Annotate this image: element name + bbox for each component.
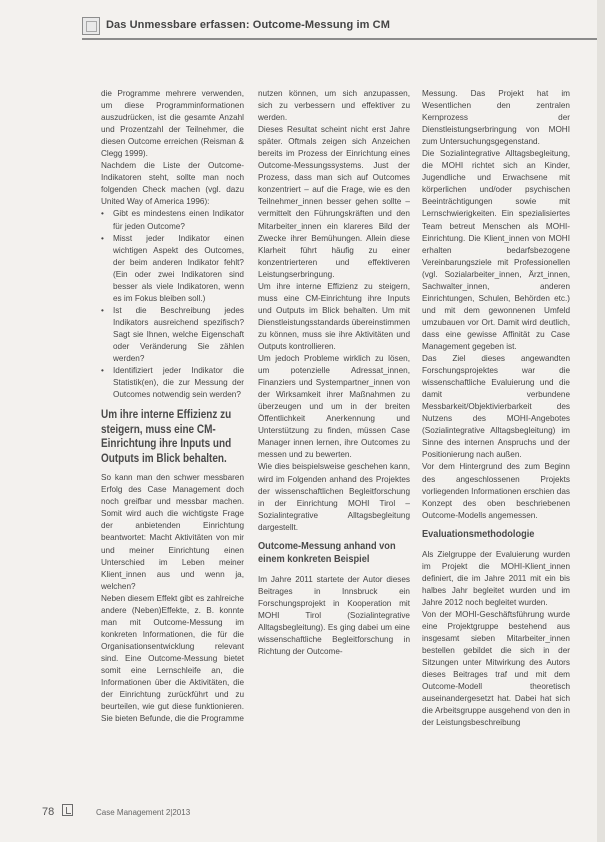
- bullet-item: • Gibt es mindestens einen Indikator für jeden Outcome?: [101, 208, 244, 232]
- pull-quote-heading: Um ihre interne Effizienz zu steigern, muss eine CM-Einrichtung ihre Inputs und Outputs im Blick behalten.: [101, 408, 232, 465]
- page-edge-shadow: [597, 0, 605, 842]
- paragraph: Dieses Resultat scheint nicht erst Jahre später. Oftmals zeigen sich Anzeichen bereits im Prozess der Einrichtung eines Outcome-Messungssystems. Just der Prozess, dass man sich auf Outcomes konzentriert – auf die Frage, wie es den Teilnehmer_innen besser gehen sollte – vermittelt den Führungskräften und den Mitarbeiter_innen ein klareres Bild der Zwecke ihrer Bemühungen. Allein diese Klarheit führt häufig zu einer konzentrierteren und effektiveren Leistungserbringung.: [258, 125, 410, 279]
- section-heading: Outcome-Messung anhand von einem konkreten Beispiel: [258, 539, 396, 565]
- column-1: [101, 88, 244, 725]
- paragraph: Wie dies beispielsweise geschehen kann, wird im Folgenden anhand des Projektes der wissenschaftlichen Begleitforschung in der Einrichtung MOHI Tirol – Sozialintegrative Alltagsbegleitung dargestellt.: [258, 462, 410, 532]
- paragraph: die Programme mehrere verwenden, um diese Programminformationen auszudrücken, ist die gesamte Anzahl und Prozentzahl der Teilnehmer, die diesen Outcome erreichen (Reisman & Clegg 1999).: [101, 89, 244, 159]
- column-3: [422, 88, 570, 729]
- paragraph: Vor dem Hintergrund des zum Beginn des angeschlossenen Projekts vorliegenden Informationen erschien das Konzept des oben beschriebenen Outcome-Modells angemessen.: [422, 462, 570, 520]
- paragraph: Neben diesem Effekt gibt es zahlreiche andere (Neben)Effekte, z. B. konnte man mit Outcome-Messung im konkreten Informationen, die für die Organisationsentwicklung relevant sind. Eine Outcome-Messung bietet somit eine Lernschleife an, die Informationen über die Aktivitäten, die der Einrichtung zurückführt und zu beurteilen, wie gut diese funktionieren. Sie bieten Befunde, die die Programme: [101, 593, 244, 724]
- section-logo-icon: [82, 17, 100, 35]
- paragraph: Als Zielgruppe der Evaluierung wurden im Projekt die MOHI-Klient_innen definiert, die im Jahre 2011 mit ein bis halbes Jahr begleitet wurden und im Jahre 2012 noch begleitet wurden.: [422, 549, 570, 607]
- paragraph: Um jedoch Probleme wirklich zu lösen, um potenzielle Adressat_innen, Finanziers und Systempartner_innen von der Wirksamkeit ihrer Maßnahmen zu überzeugen und um in der breiten Öffentlichkeit Anerkennung und Unterstützung zu finden, müssen Case Manager innen lernen, ihre Outcomes zu messen und zu bewerten.: [258, 354, 410, 460]
- paragraph: Im Jahre 2011 startete der Autor dieses Beitrages in Innsbruck ein Forschungsprojekt in Kooperation mit MOHI Tirol (Sozialintegrative Alltagsbegleitung). Es ging dabei um eine wissenschaftliche Begleitforschung in Richtung der Outcome-: [258, 574, 410, 657]
- paragraph: Das Ziel dieses angewandten Forschungsprojektes war die wissenschaftliche Evaluierung und die damit verbundene Messbarkeit/Objektivierbarkeit des Nutzens des MOHI-Angebotes (Sozialintegrative Alltagsbegleitung) im Sinne des internen Anspruchs und der Positionierung nach außen.: [422, 354, 570, 460]
- paragraph: Die Sozialintegrative Alltagsbegleitung, die MOHI richtet sich an Kinder, Jugendliche und Erwachsene mit körperlichen und/oder psychischen Beeinträchtigungen sowie mit Lernschwierigkeiten. Ein spezialisiertes Team betreut Menschen als MOHI-Einrichtung. Die Klient_innen von MOHI erhalten bedarfsbezogene Vereinbarungsziele mit Professionellen (vgl. Sozialarbeiter_innen, Ärzt_innen, Sachwalter_innen, anderen Einrichtungen, Schulen, Behörden etc.) und mit dem gewonnenen Umfeld umzubauen vor Ort. Damit wird deutlich, dass eine gewisse Affinität zu Case Management gegeben ist.: [422, 149, 570, 351]
- paragraph: So kann man den schwer messbaren Erfolg des Case Management doch noch greifbar und messbar machen. Somit wird auch die wichtigste Frage der anbietenden Einrichtung beantwortet: Macht Aktivitäten von mir und meiner Einrichtung einen Unterschied im Leben meiner Klient_innen aus und wenn ja, welchen?: [101, 473, 244, 591]
- paragraph: Um ihre interne Effizienz zu steigern, muss eine CM-Einrichtung ihre Inputs und Outputs im Blick behalten. Um mit Dienstleistungsstandards übereinstimmen zu können, muss sie ihre Aktivitäten und Outputs kontrollieren.: [258, 281, 411, 351]
- journal-name: Case Management 2|2013: [96, 808, 191, 817]
- running-header-title: Das Unmessbare erfassen: Outcome-Messung im CM: [106, 19, 390, 31]
- paragraph: Von der MOHI-Geschäftsführung wurde eine Projektgruppe bestehend aus insgesamt sieben Mitarbeiter_innen bestellen gebildet die sich in der Sitzungen unter Mitwirkung des Autors dieses Beitrages traf und mit dem Outcome-Modell theoretisch auseinandergesetzt hat. Dabei hat sich die Arbeitsgruppe ausgehend von den in der Leistungsbeschreibung: [422, 609, 570, 728]
- paragraph: Nachdem die Liste der Outcome-Indikatoren steht, sollte man noch folgenden Check machen (vgl. dazu United Way of America 1996):: [101, 161, 244, 207]
- page-number: 78: [42, 806, 55, 818]
- bullet-item: • Ist die Beschreibung jedes Indikators ausreichend spezifisch? Sagt sie Ihnen, welche Eigenschaft oder Veränderung Sie zählen werden?: [101, 305, 244, 365]
- column-2: [258, 88, 410, 658]
- bullet-item: • Misst jeder Indikator einen wichtigen Aspekt des Outcomes, der beim anderen Indikator fehlt? (Ein oder zwei Indikatoren sind besser als viele Indikatoren, wenn es im Fokus bleiben soll.): [101, 233, 244, 305]
- paragraph: nutzen können, um sich anzupassen, sich zu verbessern und effektiver zu werden.: [258, 89, 410, 123]
- bullet-item: • Identifiziert jeder Indikator die Statistik(en), die zur Messung der Outcomes notwendig sein werden?: [101, 365, 244, 401]
- section-heading: Evaluationsmethodologie: [422, 527, 535, 540]
- paragraph: Messung. Das Projekt hat im Wesentlichen den zentralen Kernprozess der Dienstleistungserbringung von MOHI zum Untersuchungsgegenstand.: [422, 89, 570, 147]
- header-rule: [82, 38, 597, 40]
- journal-logo-icon: [62, 804, 73, 816]
